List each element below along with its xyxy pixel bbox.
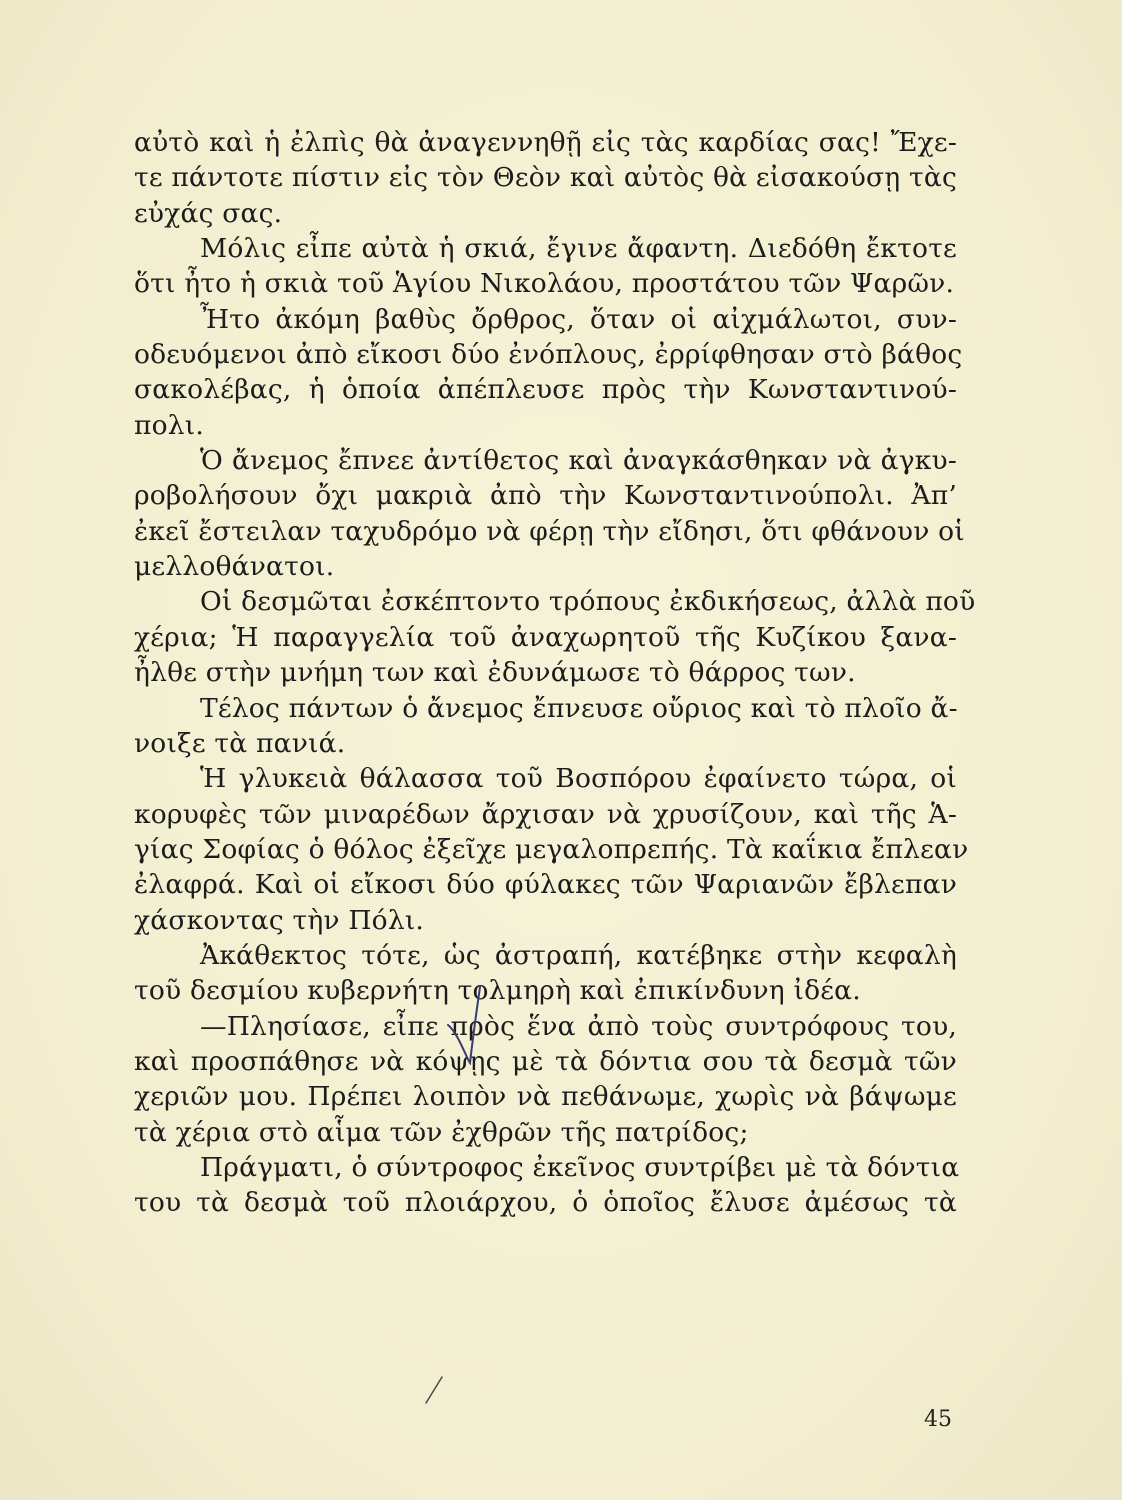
text-line: Τέλος πάντων ὁ ἄνεμος ἔπνευσε οὔριος καὶ τὸ πλοῖο ἄ-	[200, 692, 958, 724]
text-line: ἐλαφρά. Καὶ οἱ εἴκοσι δύο φύλακες τῶν Ψαριανῶν ἔβλεπαν	[134, 869, 957, 901]
text-line: χεριῶν μου. Πρέπει λοιπὸν νὰ πεθάνωμε, χωρὶς νὰ βάψωμε	[134, 1081, 957, 1113]
text-line: οδευόμενοι ἀπὸ εἴκοσι δύο ἐνόπλους, ἐρρίφθησαν στὸ βάθος	[134, 339, 963, 371]
text-line: μελλοθάνατοι.	[134, 551, 335, 583]
text-line: του τὰ δεσμὰ τοῦ πλοιάρχου, ὁ ὁποῖος ἔλυσε ἀμέσως τὰ	[134, 1187, 957, 1219]
text-line: Ἡ γλυκειὰ θάλασσα τοῦ Βοσπόρου ἐφαίνετο τώρα, οἱ	[200, 763, 957, 795]
text-line: Ἀκάθεκτος τότε, ὡς ἀστραπή, κατέβηκε στὴν κεφαλὴ	[200, 939, 957, 971]
text-line: Μόλις εἶπε αὐτὰ ἡ σκιά, ἔγινε ἄφαντη. Διεδόθη ἔκτοτε	[200, 233, 957, 265]
text-line: Ὁ ἄνεμος ἔπνεε ἀντίθετος καὶ ἀναγκάσθηκαν νὰ ἀγκυ-	[200, 445, 957, 477]
text-line: νοιξε τὰ πανιά.	[134, 727, 346, 759]
text-line: καὶ προσπάθησε νὰ κόψῃς μὲ τὰ δόντια σου τὰ δεσμὰ τῶν	[134, 1045, 957, 1077]
text-line: ἦλθε στὴν μνήμη των καὶ ἐδυνάμωσε τὸ θάρρος των.	[134, 657, 856, 689]
text-line: εὐχάς σας.	[134, 197, 283, 229]
text-line: ὅτι ἦτο ἡ σκιὰ τοῦ Ἁγίου Νικολάου, προστάτου τῶν Ψαρῶν.	[134, 268, 955, 300]
text-line: Οἱ δεσμῶται ἐσκέπτοντο τρόπους ἐκδικήσεως, ἀλλὰ ποῦ	[200, 586, 976, 618]
text-line: —Πλησίασε, εἶπε πρὸς ἕνα ἀπὸ τοὺς συντρόφους του,	[200, 1010, 957, 1042]
text-line: τὰ χέρια στὸ αἷμα τῶν ἐχθρῶν τῆς πατρίδος;	[134, 1116, 749, 1148]
text-line: αὐτὸ καὶ ἡ ἐλπὶς θὰ ἀναγεννηθῇ εἰς τὰς καρδίας σας! Ἔχε-	[134, 127, 957, 158]
text-line: πολι.	[134, 409, 204, 441]
text-line: ροβολήσουν ὄχι μακριὰ ἀπὸ τὴν Κωνσταντινούπολι. Ἀπ’	[134, 480, 957, 512]
text-line: τε πάντοτε πίστιν εἰς τὸν Θεὸν καὶ αὐτὸς θὰ εἰσακούσῃ τὰς	[134, 162, 957, 194]
text-line: χέρια; Ἡ παραγγελία τοῦ ἀναχωρητοῦ τῆς Κυζίκου ξανα-	[134, 621, 957, 653]
text-line: Πράγματι, ὁ σύντροφος ἐκεῖνος συντρίβει μὲ τὰ δόντια	[200, 1151, 960, 1183]
text-line: Ἦτο ἀκόμη βαθὺς ὄρθρος, ὅταν οἱ αἰχμάλωτοι, συν-	[200, 303, 957, 335]
text-line: κορυφὲς τῶν μιναρέδων ἄρχισαν νὰ χρυσίζουν, καὶ τῆς Ἁ-	[134, 798, 957, 830]
text-line: γίας Σοφίας ὁ θόλος ἐξεῖχε μεγαλοπρεπής. Τὰ καΐκια ἔπλεαν	[134, 833, 969, 865]
text-line: τοῦ δεσμίου κυβερνήτη τολμηρὴ καὶ ἐπικίνδυνη ἰδέα.	[134, 975, 861, 1007]
text-line: σακολέβας, ἡ ὁποία ἀπέπλευσε πρὸς τὴν Κωνσταντινού-	[134, 374, 957, 406]
text-line: χάσκοντας τὴν Πόλι.	[134, 904, 425, 936]
pencil-mark-icon	[446, 985, 486, 1065]
pencil-stroke-icon	[424, 1375, 444, 1405]
page-number: 45	[924, 1407, 952, 1432]
text-line: ἐκεῖ ἔστειλαν ταχυδρόμο νὰ φέρῃ τὴν εἴδησι, ὅτι φθάνουν οἱ	[134, 515, 965, 547]
body-text	[134, 125, 976, 1221]
